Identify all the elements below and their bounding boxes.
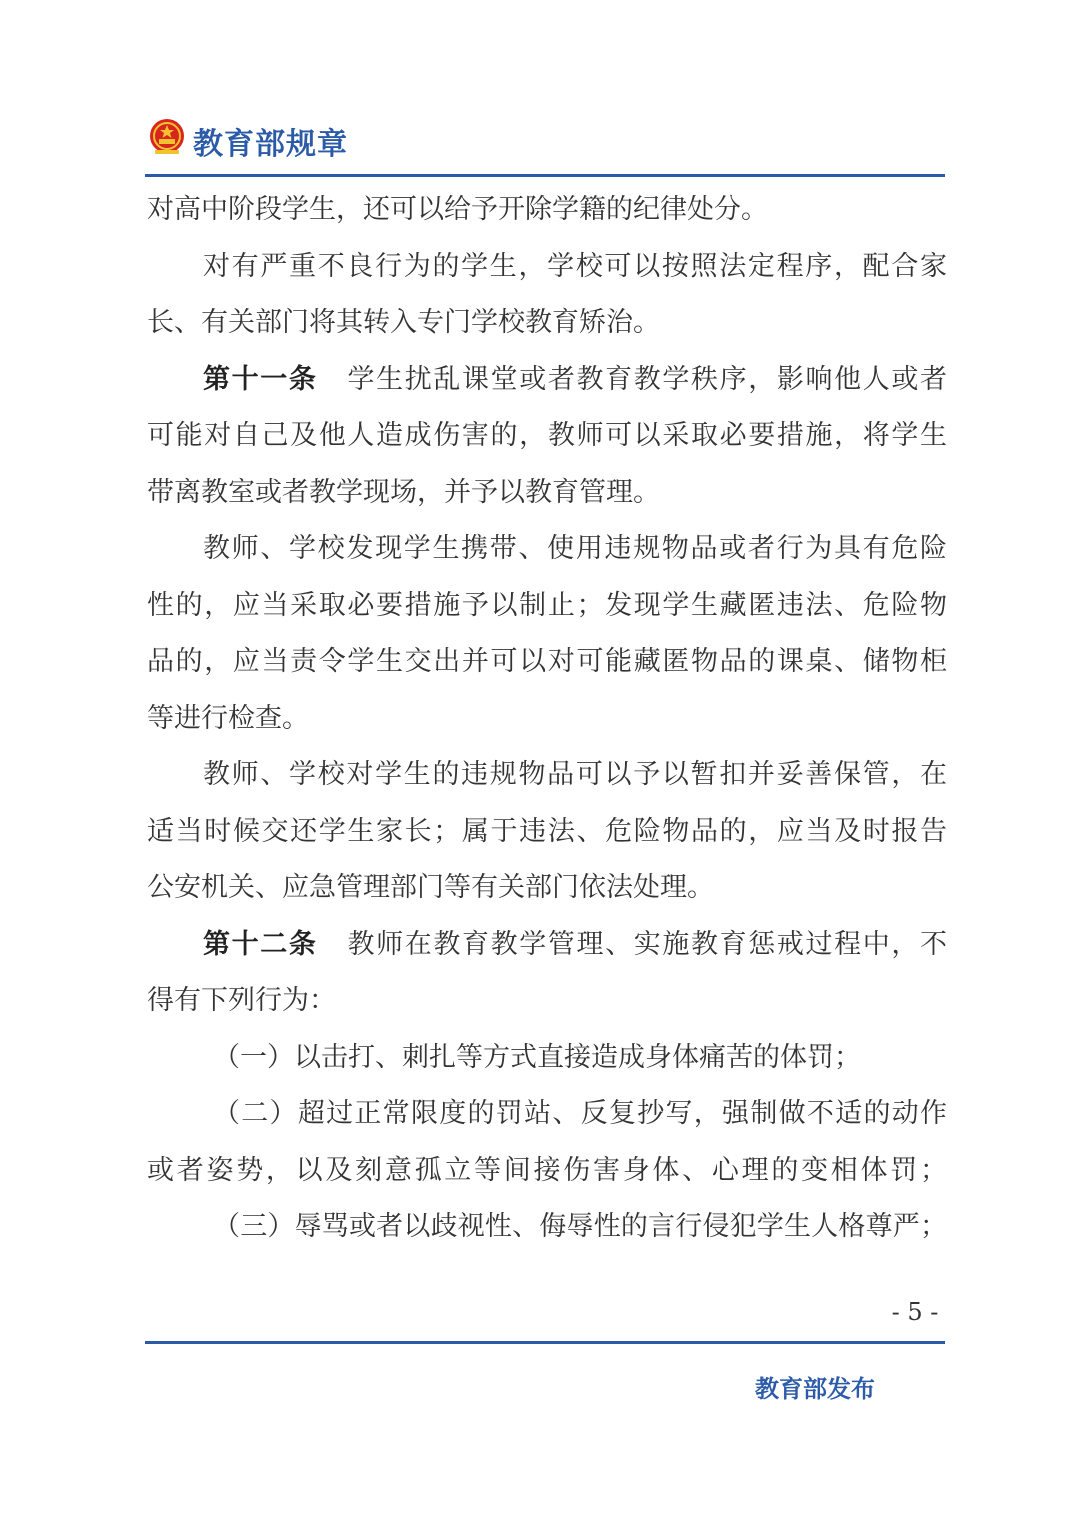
article-11-label: 第十一条 <box>203 363 318 395</box>
footer-divider <box>145 1341 945 1344</box>
page-number: - 5 - <box>891 1298 939 1326</box>
text-span: 教师在教育教学管理、实施教育惩戒过程中，不 <box>347 928 947 960</box>
text-line: 公安机关、应急管理部门等有关部门依法处理。 <box>147 872 714 903</box>
text-line: 或者姿势，以及刻意孤立等间接伤害身体、心理的变相体罚； <box>147 1154 947 1186</box>
text-line: 得有下列行为： <box>147 985 336 1016</box>
list-item: （二）超过正常限度的罚站、反复抄写，强制做不适的动作 <box>213 1098 947 1129</box>
text-line: 品的，应当责令学生交出并可以对可能藏匿物品的课桌、储物柜 <box>147 646 947 677</box>
text-line: 对有严重不良行为的学生，学校可以按照法定程序，配合家 <box>203 250 947 282</box>
document-header <box>145 113 945 163</box>
article-11-heading-line <box>147 352 947 409</box>
text-span: 学生扰乱课堂或者教育教学秩序，影响他人或者 <box>347 363 947 395</box>
publisher-label: 教育部发布 <box>755 1375 875 1403</box>
article-12-heading-line <box>147 917 947 974</box>
header-divider <box>145 174 945 177</box>
text-line: 对高中阶段学生，还可以给予开除学籍的纪律处分。 <box>147 194 768 225</box>
header-title: 教育部规章 <box>193 127 348 162</box>
text-line: 适当时候交还学生家长；属于违法、危险物品的，应当及时报告 <box>147 815 947 847</box>
text-line: 性的，应当采取必要措施予以制止；发现学生藏匿违法、危险物 <box>147 589 947 621</box>
text-line: 长、有关部门将其转入专门学校教育矫治。 <box>147 307 660 338</box>
list-item: （三）辱骂或者以歧视性、侮辱性的言行侵犯学生人格尊严； <box>213 1211 947 1242</box>
text-line: 可能对自己及他人造成伤害的，教师可以采取必要措施，将学生 <box>147 420 947 451</box>
document-body <box>147 182 947 1256</box>
text-line: 带离教室或者教学现场，并予以教育管理。 <box>147 476 660 508</box>
national-emblem-icon <box>147 117 187 157</box>
text-line: 教师、学校对学生的违规物品可以予以暂扣并妥善保管，在 <box>203 759 947 790</box>
list-item: （一）以击打、刺扎等方式直接造成身体痛苦的体罚； <box>213 1041 861 1073</box>
text-line: 等进行检查。 <box>147 702 309 734</box>
text-line: 教师、学校发现学生携带、使用违规物品或者行为具有危险 <box>203 533 947 564</box>
article-12-label: 第十二条 <box>203 928 318 960</box>
